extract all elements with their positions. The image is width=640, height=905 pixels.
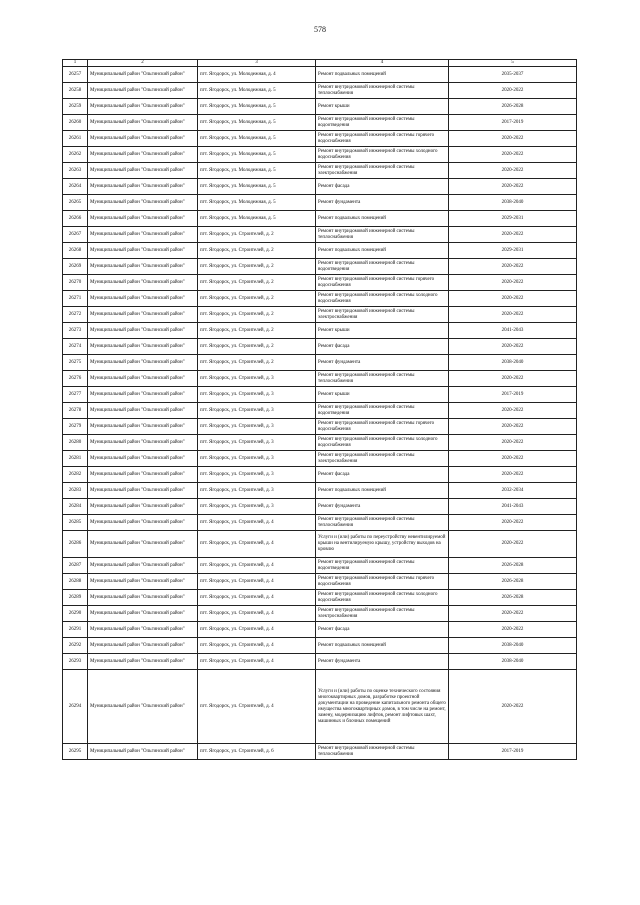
address-cell: пгт. Ягодорск, ул. Молодежная, д. 5 bbox=[198, 163, 316, 179]
period-cell: 2020-2022 bbox=[449, 606, 577, 622]
address-cell: пгт. Ягодорск, ул. Строителей, д. 4 bbox=[198, 558, 316, 574]
municipality-cell: Муниципальный район "Ольгинский район" bbox=[88, 419, 198, 435]
address-cell: пгт. Ягодорск, ул. Строителей, д. 2 bbox=[198, 227, 316, 243]
row-number: 26290 bbox=[63, 606, 88, 622]
municipality-cell: Муниципальный район "Ольгинский район" bbox=[88, 574, 198, 590]
table-row bbox=[63, 211, 577, 227]
table-row bbox=[63, 451, 577, 467]
table-row bbox=[63, 147, 577, 163]
address-cell: пгт. Ягодорск, ул. Строителей, д. 2 bbox=[198, 355, 316, 371]
period-cell: 2020-2022 bbox=[449, 339, 577, 355]
table-row bbox=[63, 355, 577, 371]
row-number: 26267 bbox=[63, 227, 88, 243]
table-row bbox=[63, 195, 577, 211]
period-cell: 2038-2040 bbox=[449, 195, 577, 211]
period-cell: 2020-2022 bbox=[449, 259, 577, 275]
work-type-cell: Ремонт внутридомовой инженерной системы электроснабжения bbox=[316, 163, 449, 179]
work-type-cell: Ремонт внутридомовой инженерной системы холодного водоснабжения bbox=[316, 147, 449, 163]
work-type-cell: Ремонт подвальных помещений bbox=[316, 211, 449, 227]
address-cell: пгт. Ягодорск, ул. Строителей, д. 4 bbox=[198, 654, 316, 670]
table-row bbox=[63, 131, 577, 147]
row-number: 26258 bbox=[63, 83, 88, 99]
municipality-cell: Муниципальный район "Ольгинский район" bbox=[88, 670, 198, 744]
municipality-cell: Муниципальный район "Ольгинский район" bbox=[88, 403, 198, 419]
address-cell: пгт. Ягодорск, ул. Строителей, д. 4 bbox=[198, 622, 316, 638]
row-number: 26261 bbox=[63, 131, 88, 147]
period-cell: 2020-2022 bbox=[449, 403, 577, 419]
table-row bbox=[63, 275, 577, 291]
address-cell: пгт. Ягодорск, ул. Строителей, д. 4 bbox=[198, 531, 316, 558]
period-cell: 2020-2022 bbox=[449, 467, 577, 483]
period-cell: 2026-2028 bbox=[449, 574, 577, 590]
municipality-cell: Муниципальный район "Ольгинский район" bbox=[88, 67, 198, 83]
table-row bbox=[63, 67, 577, 83]
address-cell: пгт. Ягодорск, ул. Строителей, д. 2 bbox=[198, 275, 316, 291]
municipality-cell: Муниципальный район "Ольгинский район" bbox=[88, 371, 198, 387]
row-number: 26286 bbox=[63, 531, 88, 558]
municipality-cell: Муниципальный район "Ольгинский район" bbox=[88, 211, 198, 227]
address-cell: пгт. Ягодорск, ул. Строителей, д. 4 bbox=[198, 638, 316, 654]
page-number: 578 bbox=[314, 25, 326, 34]
work-type-cell: Ремонт внутридомовой инженерной системы теплоснабжения bbox=[316, 371, 449, 387]
work-type-cell: Ремонт подвальных помещений bbox=[316, 243, 449, 259]
period-cell: 2026-2028 bbox=[449, 558, 577, 574]
municipality-cell: Муниципальный район "Ольгинский район" bbox=[88, 115, 198, 131]
row-number: 26294 bbox=[63, 670, 88, 744]
period-cell: 2020-2022 bbox=[449, 531, 577, 558]
table-row bbox=[63, 515, 577, 531]
period-cell: 2020-2022 bbox=[449, 163, 577, 179]
period-cell: 2026-2028 bbox=[449, 590, 577, 606]
table-row bbox=[63, 499, 577, 515]
municipality-cell: Муниципальный район "Ольгинский район" bbox=[88, 163, 198, 179]
period-cell: 2041-2043 bbox=[449, 323, 577, 339]
row-number: 26289 bbox=[63, 590, 88, 606]
address-cell: пгт. Ягодорск, ул. Строителей, д. 2 bbox=[198, 339, 316, 355]
municipality-cell: Муниципальный район "Ольгинский район" bbox=[88, 243, 198, 259]
table-header-row bbox=[63, 60, 577, 67]
address-cell: пгт. Ягодорск, ул. Строителей, д. 3 bbox=[198, 403, 316, 419]
work-type-cell: Услуги и (или) работы по оценке технического состояния многоквартирных домов, разработке проектной документации на проведение капитального ремонта общего имущества многоквартирных домов, в том числе на ремонт, замену, модернизацию лифтов, ремонт лифтовых шахт, машинных и блочных помещений bbox=[316, 670, 449, 744]
period-cell: 2020-2022 bbox=[449, 419, 577, 435]
row-number: 26271 bbox=[63, 291, 88, 307]
address-cell: пгт. Ягодорск, ул. Строителей, д. 4 bbox=[198, 574, 316, 590]
work-type-cell: Ремонт фасада bbox=[316, 467, 449, 483]
row-number: 26276 bbox=[63, 371, 88, 387]
municipality-cell: Муниципальный район "Ольгинский район" bbox=[88, 275, 198, 291]
table-row bbox=[63, 483, 577, 499]
municipality-cell: Муниципальный район "Ольгинский район" bbox=[88, 515, 198, 531]
table-row bbox=[63, 531, 577, 558]
row-number: 26279 bbox=[63, 419, 88, 435]
row-number: 26259 bbox=[63, 99, 88, 115]
row-number: 26270 bbox=[63, 275, 88, 291]
municipality-cell: Муниципальный район "Ольгинский район" bbox=[88, 499, 198, 515]
period-cell: 2020-2022 bbox=[449, 435, 577, 451]
address-cell: пгт. Ягодорск, ул. Строителей, д. 4 bbox=[198, 515, 316, 531]
row-number: 26266 bbox=[63, 211, 88, 227]
municipality-cell: Муниципальный район "Ольгинский район" bbox=[88, 227, 198, 243]
work-type-cell: Услуги и (или) работы по переустройству невентилируемой крыши на вентилируемую крышу, устройству выходов на кровлю bbox=[316, 531, 449, 558]
period-cell: 2038-2040 bbox=[449, 638, 577, 654]
address-cell: пгт. Ягодорск, ул. Молодежная, д. 4 bbox=[198, 67, 316, 83]
address-cell: пгт. Ягодорск, ул. Строителей, д. 3 bbox=[198, 435, 316, 451]
row-number: 26265 bbox=[63, 195, 88, 211]
municipality-cell: Муниципальный район "Ольгинский район" bbox=[88, 387, 198, 403]
work-type-cell: Ремонт фундамента bbox=[316, 195, 449, 211]
municipality-cell: Муниципальный район "Ольгинский район" bbox=[88, 654, 198, 670]
row-number: 26260 bbox=[63, 115, 88, 131]
work-type-cell: Ремонт внутридомовой инженерной системы теплоснабжения bbox=[316, 744, 449, 760]
row-number: 26293 bbox=[63, 654, 88, 670]
address-cell: пгт. Ягодорск, ул. Молодежная, д. 5 bbox=[198, 211, 316, 227]
period-cell: 2029-2031 bbox=[449, 243, 577, 259]
row-number: 26274 bbox=[63, 339, 88, 355]
row-number: 26278 bbox=[63, 403, 88, 419]
table-row bbox=[63, 590, 577, 606]
row-number: 26292 bbox=[63, 638, 88, 654]
table-body bbox=[63, 67, 577, 760]
municipality-cell: Муниципальный район "Ольгинский район" bbox=[88, 147, 198, 163]
row-number: 26272 bbox=[63, 307, 88, 323]
address-cell: пгт. Ягодорск, ул. Молодежная, д. 5 bbox=[198, 99, 316, 115]
table-row bbox=[63, 744, 577, 760]
row-number: 26284 bbox=[63, 499, 88, 515]
work-type-cell: Ремонт внутридомовой инженерной системы электроснабжения bbox=[316, 451, 449, 467]
table-row bbox=[63, 371, 577, 387]
work-type-cell: Ремонт внутридомовой инженерной системы теплоснабжения bbox=[316, 515, 449, 531]
row-number: 26268 bbox=[63, 243, 88, 259]
municipality-cell: Муниципальный район "Ольгинский район" bbox=[88, 195, 198, 211]
municipality-cell: Муниципальный район "Ольгинский район" bbox=[88, 83, 198, 99]
work-type-cell: Ремонт подвальных помещений bbox=[316, 67, 449, 83]
address-cell: пгт. Ягодорск, ул. Молодежная, д. 5 bbox=[198, 83, 316, 99]
work-type-cell: Ремонт внутридомовой инженерной системы электроснабжения bbox=[316, 307, 449, 323]
table-row bbox=[63, 339, 577, 355]
row-number: 26283 bbox=[63, 483, 88, 499]
address-cell: пгт. Ягодорск, ул. Строителей, д. 3 bbox=[198, 483, 316, 499]
column-header: 2 bbox=[88, 60, 198, 67]
row-number: 26269 bbox=[63, 259, 88, 275]
table-row bbox=[63, 574, 577, 590]
table-row bbox=[63, 638, 577, 654]
repair-schedule-table bbox=[62, 59, 577, 760]
table-row bbox=[63, 622, 577, 638]
municipality-cell: Муниципальный район "Ольгинский район" bbox=[88, 291, 198, 307]
table-row bbox=[63, 259, 577, 275]
period-cell: 2017-2019 bbox=[449, 115, 577, 131]
address-cell: пгт. Ягодорск, ул. Молодежная, д. 5 bbox=[198, 115, 316, 131]
period-cell: 2020-2022 bbox=[449, 670, 577, 744]
period-cell: 2020-2022 bbox=[449, 307, 577, 323]
table-row bbox=[63, 307, 577, 323]
period-cell: 2020-2022 bbox=[449, 275, 577, 291]
work-type-cell: Ремонт фундамента bbox=[316, 499, 449, 515]
column-header: 1 bbox=[63, 60, 88, 67]
municipality-cell: Муниципальный район "Ольгинский район" bbox=[88, 131, 198, 147]
work-type-cell: Ремонт внутридомовой инженерной системы горячего водоснабжения bbox=[316, 419, 449, 435]
period-cell: 2020-2022 bbox=[449, 227, 577, 243]
address-cell: пгт. Ягодорск, ул. Строителей, д. 4 bbox=[198, 606, 316, 622]
column-header: 3 bbox=[198, 60, 316, 67]
municipality-cell: Муниципальный район "Ольгинский район" bbox=[88, 467, 198, 483]
address-cell: пгт. Ягодорск, ул. Строителей, д. 2 bbox=[198, 243, 316, 259]
work-type-cell: Ремонт внутридомовой инженерной системы водоотведения bbox=[316, 259, 449, 275]
row-number: 26277 bbox=[63, 387, 88, 403]
row-number: 26282 bbox=[63, 467, 88, 483]
address-cell: пгт. Ягодорск, ул. Молодежная, д. 5 bbox=[198, 179, 316, 195]
municipality-cell: Муниципальный район "Ольгинский район" bbox=[88, 99, 198, 115]
row-number: 26285 bbox=[63, 515, 88, 531]
address-cell: пгт. Ягодорск, ул. Молодежная, д. 5 bbox=[198, 195, 316, 211]
row-number: 26257 bbox=[63, 67, 88, 83]
work-type-cell: Ремонт подвальных помещений bbox=[316, 638, 449, 654]
work-type-cell: Ремонт фасада bbox=[316, 179, 449, 195]
period-cell: 2020-2022 bbox=[449, 83, 577, 99]
row-number: 26288 bbox=[63, 574, 88, 590]
table-row bbox=[63, 99, 577, 115]
period-cell: 2020-2022 bbox=[449, 131, 577, 147]
period-cell: 2041-2043 bbox=[449, 499, 577, 515]
period-cell: 2020-2022 bbox=[449, 371, 577, 387]
table-row bbox=[63, 558, 577, 574]
period-cell: 2017-2019 bbox=[449, 387, 577, 403]
table-row bbox=[63, 419, 577, 435]
work-type-cell: Ремонт внутридомовой инженерной системы холодного водоснабжения bbox=[316, 590, 449, 606]
municipality-cell: Муниципальный район "Ольгинский район" bbox=[88, 355, 198, 371]
row-number: 26263 bbox=[63, 163, 88, 179]
column-header: 4 bbox=[316, 60, 449, 67]
period-cell: 2038-2040 bbox=[449, 355, 577, 371]
table-row bbox=[63, 654, 577, 670]
municipality-cell: Муниципальный район "Ольгинский район" bbox=[88, 179, 198, 195]
table-row bbox=[63, 83, 577, 99]
work-type-cell: Ремонт внутридомовой инженерной системы теплоснабжения bbox=[316, 227, 449, 243]
period-cell: 2020-2022 bbox=[449, 179, 577, 195]
row-number: 26262 bbox=[63, 147, 88, 163]
work-type-cell: Ремонт внутридомовой инженерной системы теплоснабжения bbox=[316, 83, 449, 99]
period-cell: 2020-2022 bbox=[449, 451, 577, 467]
table-row bbox=[63, 403, 577, 419]
address-cell: пгт. Ягодорск, ул. Строителей, д. 3 bbox=[198, 419, 316, 435]
municipality-cell: Муниципальный район "Ольгинский район" bbox=[88, 307, 198, 323]
work-type-cell: Ремонт крыши bbox=[316, 99, 449, 115]
table-row bbox=[63, 435, 577, 451]
row-number: 26281 bbox=[63, 451, 88, 467]
municipality-cell: Муниципальный район "Ольгинский район" bbox=[88, 451, 198, 467]
work-type-cell: Ремонт крыши bbox=[316, 323, 449, 339]
table-row bbox=[63, 291, 577, 307]
work-type-cell: Ремонт внутридомовой инженерной системы электроснабжения bbox=[316, 606, 449, 622]
municipality-cell: Муниципальный район "Ольгинский район" bbox=[88, 590, 198, 606]
address-cell: пгт. Ягодорск, ул. Молодежная, д. 5 bbox=[198, 131, 316, 147]
period-cell: 2020-2022 bbox=[449, 291, 577, 307]
address-cell: пгт. Ягодорск, ул. Строителей, д. 2 bbox=[198, 291, 316, 307]
period-cell: 2020-2022 bbox=[449, 622, 577, 638]
municipality-cell: Муниципальный район "Ольгинский район" bbox=[88, 483, 198, 499]
municipality-cell: Муниципальный район "Ольгинский район" bbox=[88, 558, 198, 574]
period-cell: 2032-2034 bbox=[449, 483, 577, 499]
address-cell: пгт. Ягодорск, ул. Строителей, д. 2 bbox=[198, 307, 316, 323]
municipality-cell: Муниципальный район "Ольгинский район" bbox=[88, 622, 198, 638]
work-type-cell: Ремонт внутридомовой инженерной системы холодного водоснабжения bbox=[316, 435, 449, 451]
work-type-cell: Ремонт внутридомовой инженерной системы горячего водоснабжения bbox=[316, 574, 449, 590]
table-row bbox=[63, 227, 577, 243]
municipality-cell: Муниципальный район "Ольгинский район" bbox=[88, 435, 198, 451]
address-cell: пгт. Ягодорск, ул. Строителей, д. 4 bbox=[198, 670, 316, 744]
period-cell: 2020-2022 bbox=[449, 515, 577, 531]
work-type-cell: Ремонт фасада bbox=[316, 339, 449, 355]
period-cell: 2035-2037 bbox=[449, 67, 577, 83]
municipality-cell: Муниципальный район "Ольгинский район" bbox=[88, 744, 198, 760]
address-cell: пгт. Ягодорск, ул. Строителей, д. 3 bbox=[198, 499, 316, 515]
address-cell: пгт. Ягодорск, ул. Строителей, д. 2 bbox=[198, 323, 316, 339]
work-type-cell: Ремонт внутридомовой инженерной системы горячего водоснабжения bbox=[316, 131, 449, 147]
work-type-cell: Ремонт фундамента bbox=[316, 654, 449, 670]
period-cell: 2020-2022 bbox=[449, 147, 577, 163]
work-type-cell: Ремонт крыши bbox=[316, 387, 449, 403]
municipality-cell: Муниципальный район "Ольгинский район" bbox=[88, 259, 198, 275]
table-row bbox=[63, 243, 577, 259]
work-type-cell: Ремонт внутридомовой инженерной системы водоотведения bbox=[316, 115, 449, 131]
row-number: 26287 bbox=[63, 558, 88, 574]
row-number: 26280 bbox=[63, 435, 88, 451]
work-type-cell: Ремонт фасада bbox=[316, 622, 449, 638]
period-cell: 2017-2019 bbox=[449, 744, 577, 760]
municipality-cell: Муниципальный район "Ольгинский район" bbox=[88, 531, 198, 558]
period-cell: 2029-2031 bbox=[449, 211, 577, 227]
address-cell: пгт. Ягодорск, ул. Строителей, д. 3 bbox=[198, 451, 316, 467]
row-number: 26264 bbox=[63, 179, 88, 195]
period-cell: 2038-2040 bbox=[449, 654, 577, 670]
work-type-cell: Ремонт фундамента bbox=[316, 355, 449, 371]
table-row bbox=[63, 323, 577, 339]
table-row bbox=[63, 163, 577, 179]
address-cell: пгт. Ягодорск, ул. Молодежная, д. 5 bbox=[198, 147, 316, 163]
row-number: 26275 bbox=[63, 355, 88, 371]
municipality-cell: Муниципальный район "Ольгинский район" bbox=[88, 323, 198, 339]
column-header: 5 bbox=[449, 60, 577, 67]
table-row bbox=[63, 179, 577, 195]
table-row bbox=[63, 387, 577, 403]
address-cell: пгт. Ягодорск, ул. Строителей, д. 4 bbox=[198, 590, 316, 606]
work-type-cell: Ремонт внутридомовой инженерной системы водоотведения bbox=[316, 558, 449, 574]
table-row bbox=[63, 606, 577, 622]
municipality-cell: Муниципальный район "Ольгинский район" bbox=[88, 606, 198, 622]
row-number: 26291 bbox=[63, 622, 88, 638]
table-row bbox=[63, 670, 577, 744]
address-cell: пгт. Ягодорск, ул. Строителей, д. 3 bbox=[198, 467, 316, 483]
municipality-cell: Муниципальный район "Ольгинский район" bbox=[88, 339, 198, 355]
period-cell: 2026-2028 bbox=[449, 99, 577, 115]
address-cell: пгт. Ягодорск, ул. Строителей, д. 3 bbox=[198, 371, 316, 387]
work-type-cell: Ремонт подвальных помещений bbox=[316, 483, 449, 499]
table-row bbox=[63, 467, 577, 483]
address-cell: пгт. Ягодорск, ул. Строителей, д. 3 bbox=[198, 387, 316, 403]
address-cell: пгт. Ягодорск, ул. Строителей, д. 2 bbox=[198, 259, 316, 275]
work-type-cell: Ремонт внутридомовой инженерной системы горячего водоснабжения bbox=[316, 275, 449, 291]
table-row bbox=[63, 115, 577, 131]
work-type-cell: Ремонт внутридомовой инженерной системы холодного водоснабжения bbox=[316, 291, 449, 307]
work-type-cell: Ремонт внутридомовой инженерной системы водоотведения bbox=[316, 403, 449, 419]
municipality-cell: Муниципальный район "Ольгинский район" bbox=[88, 638, 198, 654]
row-number: 26295 bbox=[63, 744, 88, 760]
row-number: 26273 bbox=[63, 323, 88, 339]
address-cell: пгт. Ягодорск, ул. Строителей, д. 6 bbox=[198, 744, 316, 760]
